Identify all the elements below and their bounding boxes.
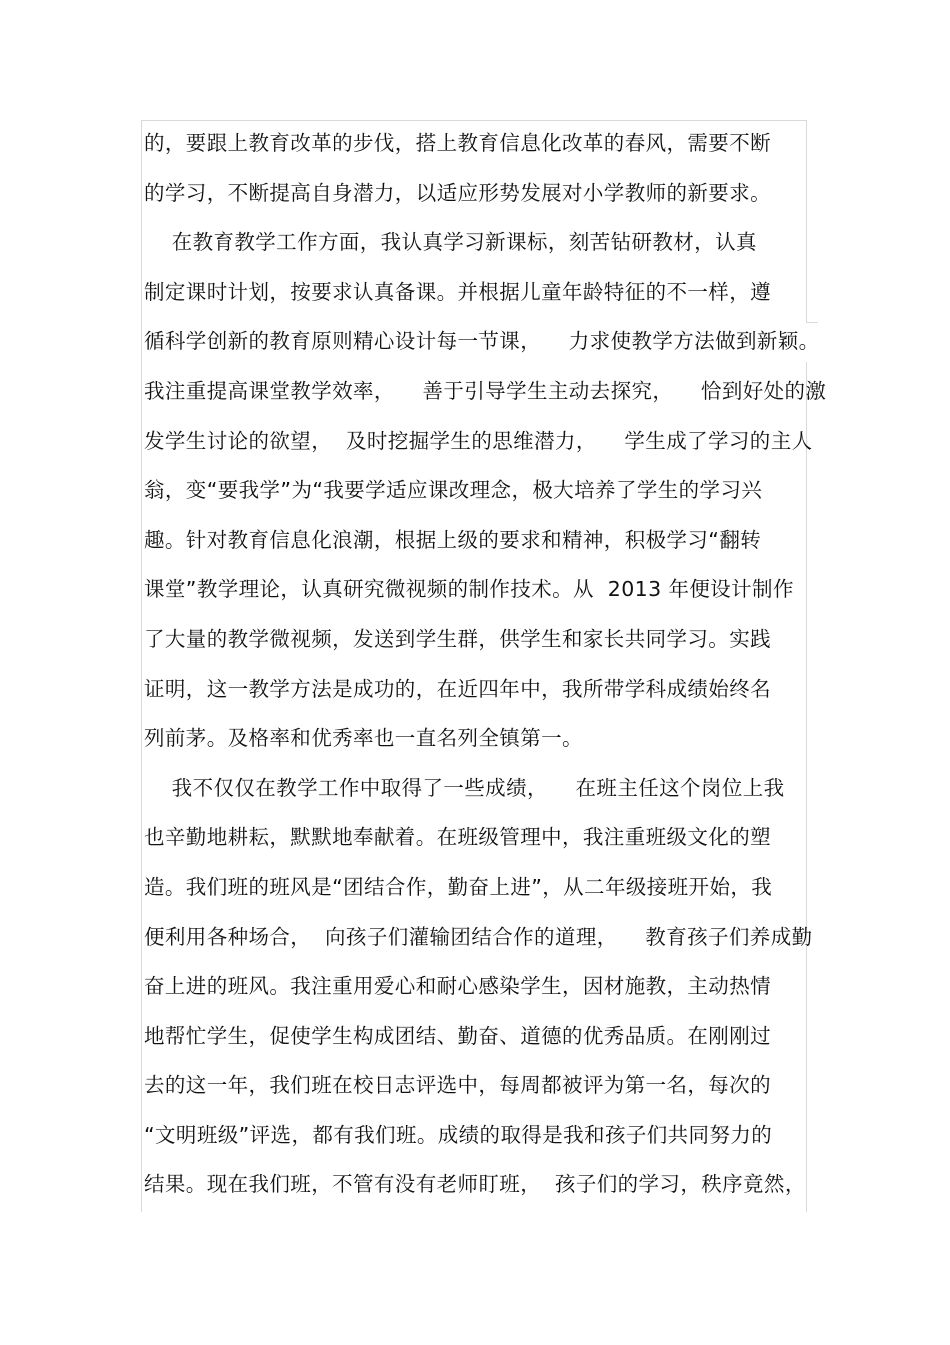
text-line: 制定课时计划，按要求认真备课。并根据儿童年龄特征的不一样，遵 <box>144 279 771 304</box>
text-line: 课堂”教学理论，认真研究微视频的制作技术。从 2013 年便设计制作 <box>144 577 794 602</box>
text-line: 便利用各种场合， 向孩子们灌输团结合作的道理， 教育孩子们养成勤 <box>144 924 813 949</box>
text-line: 去的这一年，我们班在校日志评选中，每周都被评为第一名，每次的 <box>144 1073 771 1098</box>
text-line: 结果。现在我们班，不管有没有老师盯班， 孩子们的学习，秩序竟然， <box>144 1172 806 1197</box>
text-line: 证明，这一教学方法是成功的，在近四年中，我所带学科成绩始终名 <box>144 676 771 701</box>
text-line: 翁，变“要我学”为“我要学适应课改理念，极大培养了学生的学习兴 <box>144 478 763 503</box>
text-line: 列前茅。及格率和优秀率也一直名列全镇第一。 <box>144 726 583 751</box>
text-line: 趣。针对教育信息化浪潮，根据上级的要求和精神，积极学习“翻转 <box>144 527 762 552</box>
text-line: 地帮忙学生，促使学生构成团结、勤奋、道德的优秀品质。在刚刚过 <box>144 1023 771 1048</box>
text-line: 循科学创新的教育原则精心设计每一节课， 力求使教学方法做到新颖。 <box>144 329 820 354</box>
frame-line-left <box>141 120 142 1212</box>
text-line: 的，要跟上教育改革的步伐，搭上教育信息化改革的春风，需要不断 <box>144 131 771 155</box>
text-line: 奋上进的班风。我注重用爱心和耐心感染学生，因材施教，主动热情 <box>144 974 771 999</box>
body-text <box>144 123 827 1214</box>
frame-line-top <box>141 120 807 121</box>
text-line: 我不仅仅在教学工作中取得了一些成绩， 在班主任这个岗位上我 <box>144 775 785 800</box>
text-line: 在教育教学工作方面，我认真学习新课标，刻苦钻研教材，认真 <box>144 230 757 255</box>
text-line: 也辛勤地耕耘，默默地奉献着。在班级管理中，我注重班级文化的塑 <box>144 825 771 850</box>
text-line: “文明班级”评选，都有我们班。成绩的取得是我和孩子们共同努力的 <box>144 1122 773 1147</box>
text-line: 了大量的教学微视频，发送到学生群，供学生和家长共同学习。实践 <box>144 626 771 651</box>
text-line: 我注重提高课堂教学效率， 善于引导学生主动去探究， 恰到好处的激 <box>144 378 827 403</box>
text-line: 造。我们班的班风是“团结合作，勤奋上进”，从二年级接班开始，我 <box>144 874 773 899</box>
text-line: 的学习，不断提高自身潜力，以适应形势发展对小学教师的新要求。 <box>144 180 771 205</box>
text-line: 发学生讨论的欲望， 及时挖掘学生的思维潜力， 学生成了学习的主人 <box>144 428 813 453</box>
